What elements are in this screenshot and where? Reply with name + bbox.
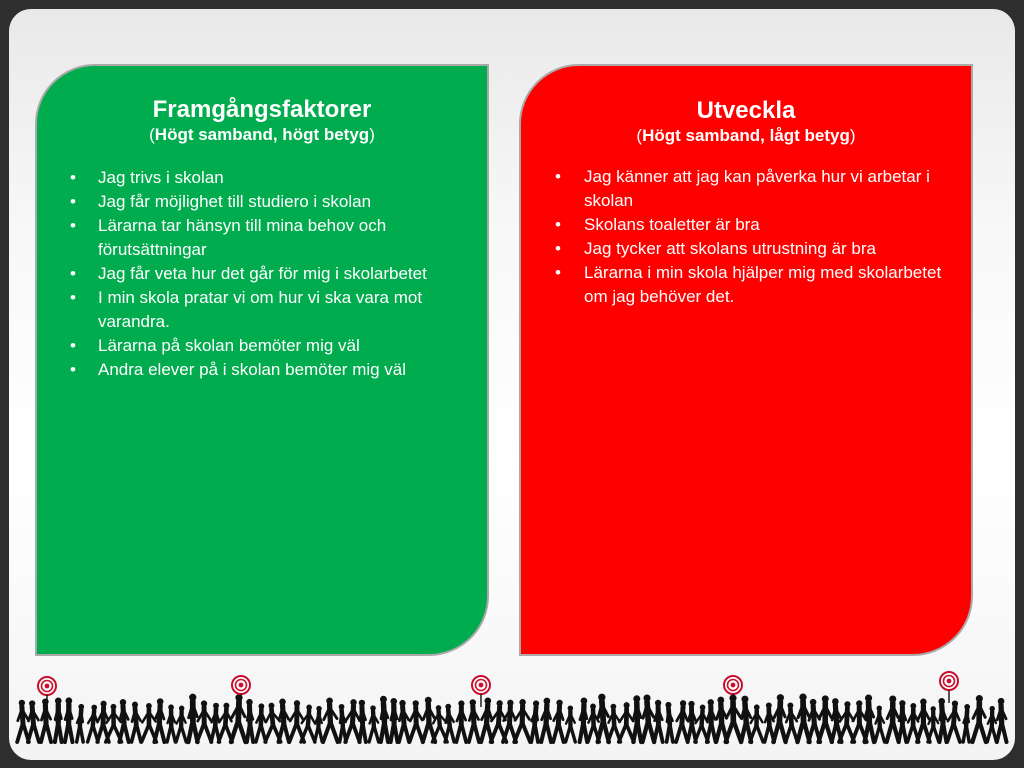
person-silhouette <box>580 698 588 742</box>
person-silhouette <box>773 694 785 742</box>
list-item-text: Jag känner att jag kan påverka hur vi arbetar i skolan <box>584 167 930 210</box>
person-silhouette <box>633 695 641 742</box>
person-silhouette <box>380 696 388 742</box>
list-item-text: Skolans toaletter är bra <box>584 215 760 234</box>
bullet-icon: • <box>70 288 76 307</box>
person-silhouette <box>786 703 798 742</box>
person-silhouette <box>188 694 197 742</box>
subtitle-open-paren: ( <box>149 125 155 144</box>
person-silhouette <box>28 700 39 742</box>
person-silhouette <box>469 699 479 742</box>
develop-header <box>521 66 971 147</box>
list-item <box>521 165 971 213</box>
person-silhouette <box>997 698 1007 742</box>
person-silhouette <box>875 705 885 742</box>
subtitle-close-paren: ) <box>369 125 375 144</box>
list-item <box>521 213 971 237</box>
person-silhouette <box>167 704 175 742</box>
person-silhouette <box>279 698 289 742</box>
person-silhouette <box>741 696 751 742</box>
person-silhouette <box>887 695 899 742</box>
person-silhouette <box>131 702 141 742</box>
person-silhouette <box>423 697 435 742</box>
person-silhouette <box>399 700 409 742</box>
list-item <box>521 261 971 309</box>
bullet-icon: • <box>70 360 76 379</box>
person-silhouette <box>339 704 346 742</box>
list-item-text: Jag får veta hur det går för mig i skolarbetet <box>98 264 427 283</box>
list-item-text: Lärarna på skolan bemöter mig väl <box>98 336 360 355</box>
person-silhouette <box>865 695 874 742</box>
list-item <box>37 358 487 382</box>
person-silhouette <box>246 699 253 742</box>
bullet-icon: • <box>70 216 76 235</box>
bullet-icon: • <box>70 168 76 187</box>
develop-title: Utveckla <box>696 97 796 124</box>
bullet-icon: • <box>555 263 561 282</box>
person-silhouette <box>17 700 29 742</box>
person-silhouette <box>938 698 946 742</box>
success-factors-title: Framgångsfaktorer <box>152 96 372 123</box>
person-silhouette <box>928 706 939 742</box>
list-item <box>521 237 971 261</box>
list-item-text: Andra elever på i skolan bemöter mig väl <box>98 360 407 379</box>
person-silhouette <box>947 700 960 742</box>
subtitle-bold-text: Högt samband, lågt betyg <box>642 126 850 145</box>
list-item-text: Lärarna tar hänsyn till mina behov och förutsättningar <box>98 216 387 259</box>
list-item-text: Jag trivs i skolan <box>98 168 224 187</box>
list-item-text: Lärarna i min skola hjälper mig med skolarbetet om jag behöver det. <box>584 263 942 306</box>
person-silhouette <box>197 700 211 742</box>
person-silhouette <box>531 700 539 742</box>
person-silhouette <box>541 698 551 742</box>
person-silhouette <box>390 698 397 742</box>
person-silhouette <box>154 698 164 742</box>
subtitle-bold-text: Högt samband, högt betyg <box>154 125 370 144</box>
subtitle-open-paren: ( <box>636 126 643 145</box>
person-silhouette <box>566 705 576 742</box>
person-silhouette <box>323 698 338 742</box>
list-item-text: Jag tycker att skolans utrustning är bra <box>584 239 876 258</box>
develop-list <box>521 165 971 309</box>
list-item <box>37 190 487 214</box>
person-silhouette <box>88 705 98 742</box>
person-silhouette <box>688 701 696 742</box>
person-silhouette <box>77 704 84 742</box>
person-silhouette <box>481 697 492 742</box>
person-silhouette <box>765 703 775 742</box>
subtitle-close-paren: ) <box>849 126 856 145</box>
bullet-icon: • <box>70 336 76 355</box>
success-factors-list <box>37 166 487 382</box>
bullet-icon: • <box>555 167 561 186</box>
bullet-icon: • <box>70 192 76 211</box>
bullet-icon: • <box>70 264 76 283</box>
target-icon <box>724 676 742 707</box>
person-silhouette <box>676 700 688 742</box>
success-factors-card <box>35 64 489 656</box>
person-silhouette <box>598 694 609 742</box>
person-silhouette <box>642 694 654 742</box>
person-silhouette <box>987 706 996 742</box>
person-silhouette <box>553 700 563 742</box>
person-silhouette <box>410 700 423 742</box>
bullet-icon: • <box>555 215 561 234</box>
person-silhouette <box>256 703 266 742</box>
bullet-icon: • <box>555 239 561 258</box>
person-silhouette <box>514 699 530 742</box>
person-silhouette <box>654 700 663 742</box>
person-silhouette <box>315 706 323 742</box>
list-item-text: I min skola pratar vi om hur vi ska vara mot varandra. <box>98 288 423 331</box>
person-silhouette <box>445 704 454 742</box>
person-silhouette <box>963 704 970 742</box>
person-silhouette <box>345 699 359 742</box>
success-factors-header <box>37 66 487 146</box>
success-factors-subtitle <box>37 124 487 146</box>
list-item <box>37 262 487 286</box>
person-silhouette <box>41 698 51 742</box>
person-silhouette <box>797 694 809 742</box>
person-silhouette <box>917 698 930 742</box>
person-silhouette <box>55 698 62 742</box>
list-item <box>37 286 487 334</box>
person-silhouette <box>818 695 831 742</box>
walking-crowd-illustration <box>9 669 1015 749</box>
person-silhouette <box>972 695 986 742</box>
person-silhouette <box>899 700 907 742</box>
develop-card <box>519 64 973 656</box>
person-silhouette <box>65 697 73 742</box>
develop-subtitle <box>521 125 971 147</box>
person-silhouette <box>359 700 366 742</box>
person-silhouette <box>219 703 233 742</box>
slide <box>9 9 1015 760</box>
person-silhouette <box>707 699 716 742</box>
list-item <box>37 166 487 190</box>
person-silhouette <box>231 694 246 742</box>
list-item-text: Jag får möjlighet till studiero i skolan <box>98 192 372 211</box>
list-item <box>37 334 487 358</box>
person-silhouette <box>665 702 672 742</box>
person-silhouette <box>456 700 466 742</box>
person-silhouette <box>301 705 315 742</box>
person-silhouette <box>750 704 763 742</box>
target-icon <box>38 677 56 708</box>
person-silhouette <box>608 704 621 742</box>
person-silhouette <box>119 699 128 742</box>
person-silhouette <box>176 706 186 742</box>
list-item <box>37 214 487 262</box>
person-silhouette <box>369 705 379 742</box>
